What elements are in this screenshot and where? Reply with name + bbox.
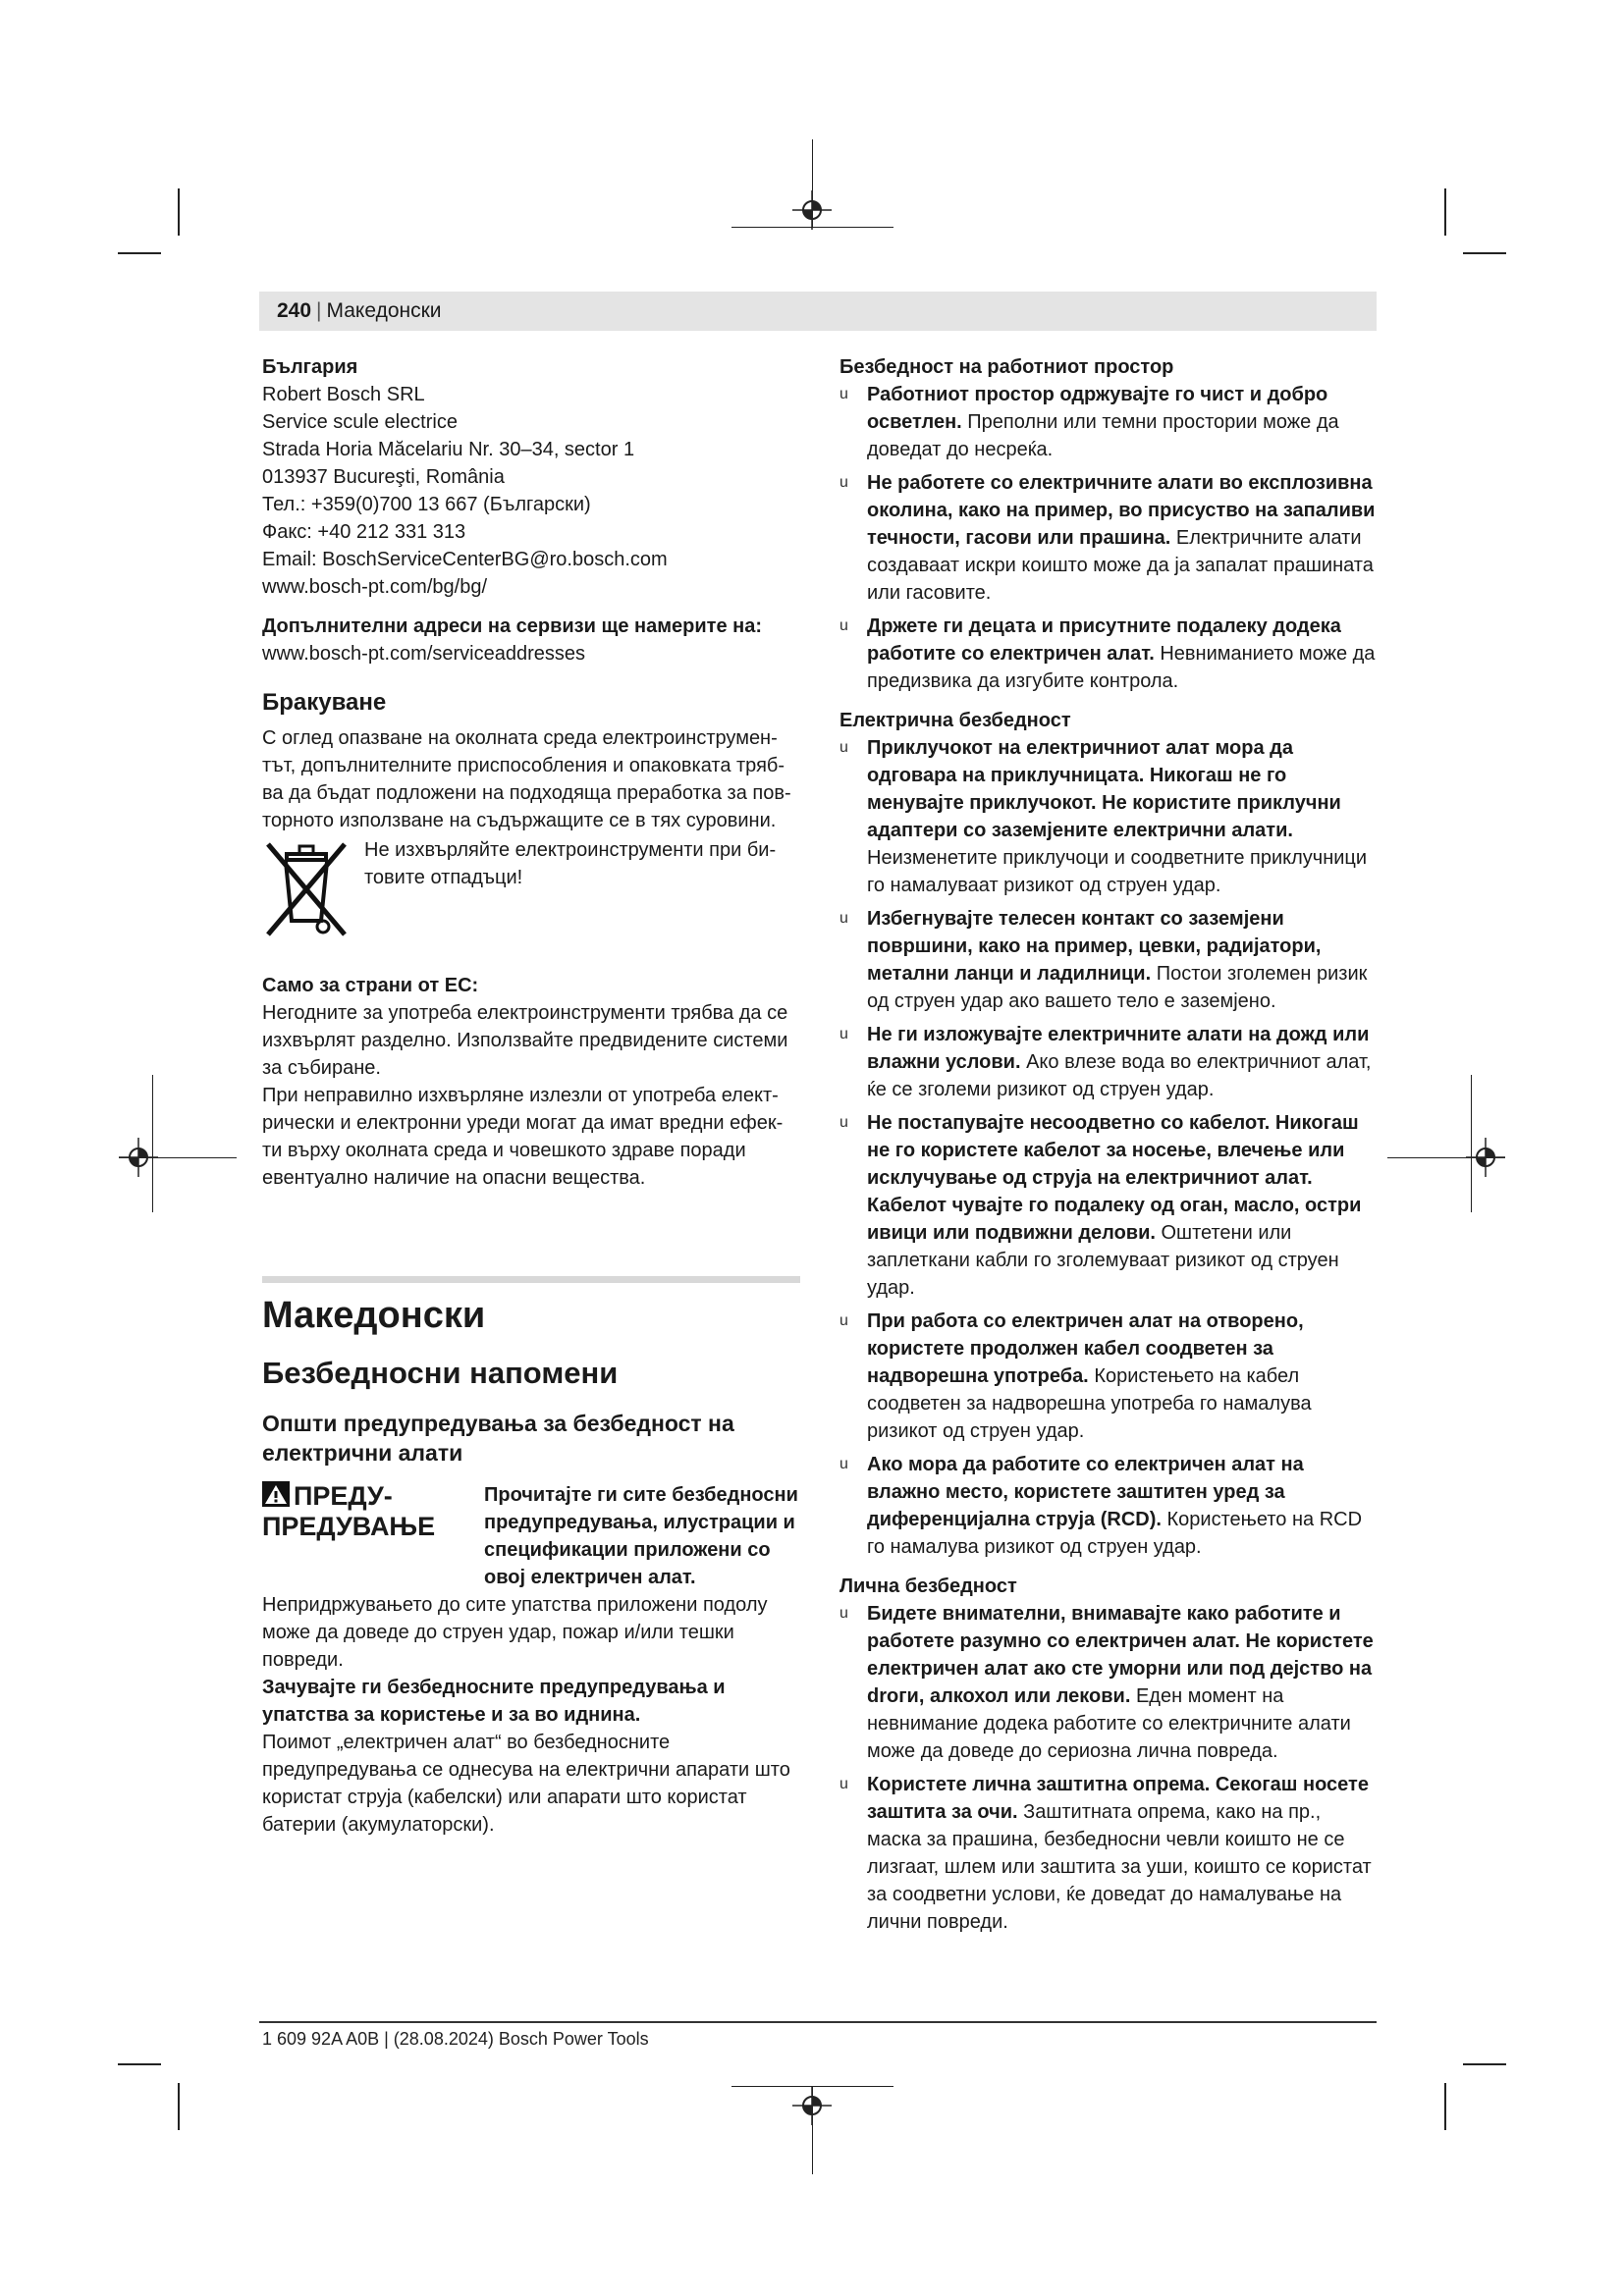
warning-block bbox=[262, 1481, 800, 1591]
crop-mark bbox=[1471, 1075, 1472, 1212]
workspace-safety-title: Безбедност на работниот простор bbox=[839, 356, 1174, 378]
additional-addresses-title: Допълнителни адреси на сервизи ще намерите на: bbox=[262, 615, 763, 637]
footer-rule bbox=[259, 2021, 1377, 2023]
weee-block bbox=[262, 836, 800, 944]
address-line: Тел.: +359(0)700 13 667 (Български) bbox=[262, 494, 591, 515]
warning-label: ПРЕДУ- ПРЕДУВАЊЕ bbox=[262, 1481, 436, 1541]
address-line: Robert Bosch SRL bbox=[262, 384, 425, 405]
list-item: u Работниот простор одржувајте го чист и добро осветлен. Преполни или темни простории може да доведат до несреќа. bbox=[839, 384, 1339, 460]
crop-mark bbox=[1444, 188, 1446, 236]
crop-mark bbox=[1463, 2063, 1506, 2065]
list-item: u Избегнувајте телесен контакт со заземјени површини, како на пример, цевки, радијатори, метални ланци и ладилници. Постои зголемен ризик од струен удар ако вашето тело е заземјено. bbox=[839, 908, 1368, 1012]
list-item: u Држете ги децата и присутните подалеку додека работите со електричен алат. Невниманието може да предизвика да изгубите контрола. bbox=[839, 615, 1376, 692]
crossed-bin-icon bbox=[262, 836, 351, 944]
warning-rest-text: Непридржувањето до сите упатства приложени подолу може да доведе до струен удар, пожар и/или тешки повреди. bbox=[262, 1594, 768, 1671]
address-line: 013937 Bucureşti, România bbox=[262, 466, 505, 488]
crop-mark bbox=[119, 1157, 237, 1158]
page-header: 240 | Македонски bbox=[259, 292, 1377, 331]
crop-mark bbox=[178, 188, 180, 236]
crop-mark bbox=[118, 252, 161, 254]
crop-mark bbox=[152, 1075, 153, 1212]
address-line: Strada Horia Măcelariu Nr. 30–34, sector 1 bbox=[262, 439, 635, 460]
mk-section-title: Македонски bbox=[262, 1295, 486, 1336]
list-item: u Приклучокот на електричниот алат мора да одговара на приклучницата. Никогаш не го менувајте приклучокот. Не користите приклучни адаптери со заземјените електрични алати. Неизменетите приклучоци и соодветните приклучници го намалуваат ризикот од струен удар. bbox=[839, 737, 1368, 896]
section-divider bbox=[262, 1276, 800, 1283]
list-item: u Не постапувајте несоодветно со кабелот. Никогаш не го користете кабелот за носење, влечење или исклучување од струја на електричниот алат. Кабелот чувајте го подалеку од оган, масло, остри ивици или подвижни делови. Оштетени или заплеткани кабли го зголемуваат ризикот од струен удар. bbox=[839, 1112, 1362, 1299]
electrical-safety-title: Електрична безбедност bbox=[839, 710, 1071, 731]
address-line: Service scule electrice bbox=[262, 411, 458, 433]
additional-addresses-url: www.bosch-pt.com/serviceaddresses bbox=[262, 643, 586, 665]
header-language: Македонски bbox=[326, 299, 442, 322]
keep-instructions-text: Зачувајте ги безбедносните предупредувања и упатства за користење и за во иднина. bbox=[262, 1677, 726, 1726]
safety-notes-title: Безбедносни напомени bbox=[262, 1356, 619, 1390]
list-item: u Не ги изложувајте електричните алати на дожд или влажни услови. Ако влезе вода во електричниот алат, ќе се зголеми ризикот од струен удар. bbox=[839, 1024, 1372, 1100]
list-item: u При работа со електричен алат на отворено, користете продолжен кабел соодветен за надворешна употреба. Користењето на кабел соодветен за надворешна употреба го намалува ризикот од струен удар. bbox=[839, 1310, 1312, 1442]
list-item: u Ако мора да работите со електричен алат на влажно место, користете заштитен уред за диференцијална струја (RCD). Користењето на RCD го намалува ризикот од струен удар. bbox=[839, 1454, 1363, 1558]
crop-mark bbox=[1444, 2083, 1446, 2130]
list-item: u Не работете со електричните алати во експлозивна околина, како на пример, во присуство на запаливи течности, гасови или прашина. Електричните алати создаваат искри коишто може да ја запалат прашината или гасовите. bbox=[839, 472, 1376, 604]
crop-mark bbox=[1387, 1157, 1505, 1158]
list-item: u Бидете внимателни, внимавајте како работите и работете разумно со електричен алат. Не користете електричен алат ако сте уморни или под дејство на droги, алкохол или лекови. Еден момент на невнимание додека работите со електричните алати може да доведе до сериозна лична повреда. bbox=[839, 1603, 1374, 1762]
disposal-text: С оглед опазване на околната среда електроинструмен- тът, допълнителните приспособления и опаковката тряб- ва да бъдат подложени на подходяща преработка за пов- торното използване на съдържащите се в тях суровини. bbox=[262, 727, 791, 831]
footer-text: 1 609 92A A0B | (28.08.2024) Bosch Power Tools bbox=[262, 2029, 649, 2049]
disposal-heading: Бракуване bbox=[262, 689, 387, 716]
country-heading: България bbox=[262, 356, 358, 378]
crop-mark bbox=[178, 2083, 180, 2130]
warning-bold-text: Прочитајте ги сите безбедносни предупредувања, илустрации и спецификации приложени со овој електричен алат. bbox=[484, 1484, 798, 1588]
address-url: www.bosch-pt.com/bg/bg/ bbox=[262, 576, 487, 598]
eu-text-1: Негодните за употреба електроинструменти трябва да се изхвърлят разделно. Използвайте предвидените системи за събиране. bbox=[262, 1002, 788, 1079]
eu-title: Само за страни от ЕС: bbox=[262, 975, 479, 996]
crop-mark bbox=[1463, 252, 1506, 254]
weee-text: Не изхвърляйте електроинструменти при би- товите отпадъци! bbox=[364, 839, 777, 888]
crop-mark bbox=[118, 2063, 161, 2065]
list-item: u Користете лична заштитна опрема. Секогаш носете заштита за очи. Заштитната опрема, како на пр., маска за прашина, безбедносни чевли коишто не се лизгаат, шлем или заштита за уши, коишто се користат за соодветни услови, ќе доведат до намалување на лични повреди. bbox=[839, 1774, 1372, 1933]
page-number: 240 bbox=[277, 299, 312, 322]
warning-triangle-icon bbox=[262, 1481, 290, 1507]
right-column bbox=[839, 353, 1378, 1942]
crop-mark bbox=[812, 139, 813, 228]
address-block bbox=[262, 381, 800, 601]
personal-safety-title: Лична безбедност bbox=[839, 1575, 1017, 1597]
left-column bbox=[262, 353, 800, 1839]
general-warnings-title: Општи предупредувања за безбедност на електрични алати bbox=[262, 1411, 734, 1466]
eu-text-2: При неправилно изхвърляне излезли от употреба елект- рически и електронни уреди могат да имат вредни ефек- ти върху околната среда и човешкото здраве поради евентуално наличие на опасни вещества. bbox=[262, 1085, 784, 1189]
address-line: Факс: +40 212 331 313 bbox=[262, 521, 466, 543]
crop-mark bbox=[812, 2086, 813, 2174]
power-tool-term-text: Поимот „електричен алат“ во безбедносните предупредувања се однесува на електрични апарати што користат струја (кабелски) или апарати што користат батерии (акумулаторски). bbox=[262, 1732, 790, 1836]
address-email: Email: BoschServiceCenterBG@ro.bosch.com bbox=[262, 549, 668, 570]
